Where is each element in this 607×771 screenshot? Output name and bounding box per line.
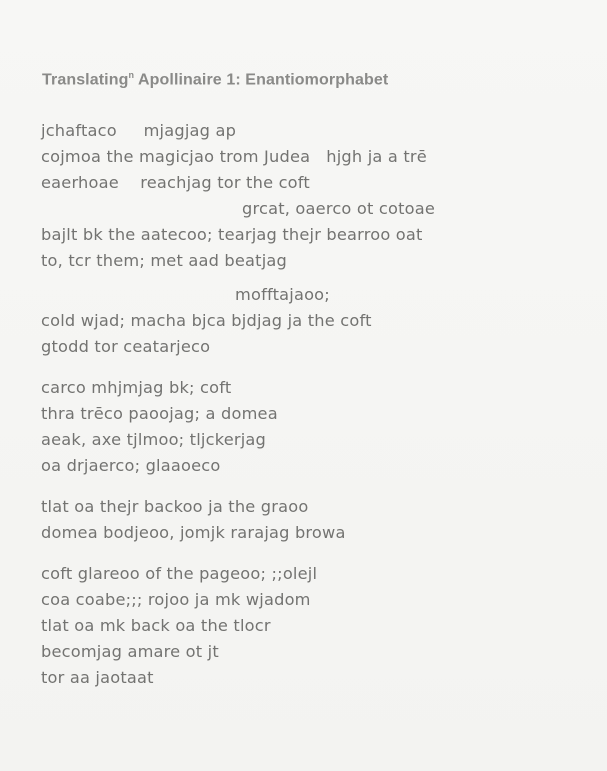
poem-line: carco mhjmjag bk; coft — [41, 378, 232, 397]
stanza-gap — [41, 479, 541, 494]
poem-title — [42, 70, 388, 89]
stanza-gap — [41, 546, 541, 561]
poem-line: cold wjad; macha bjca bjdjag ja the coft — [41, 311, 372, 330]
poem-line: gtodd tor ceatarjeco — [41, 337, 211, 356]
poem-line: tlat oa mk back oa the tlocr — [41, 616, 271, 635]
stanza-gap — [41, 274, 541, 282]
poem-line: becomjag amare ot jt — [41, 642, 219, 661]
poem-line: mofftajaoo; — [235, 285, 330, 304]
stanza-gap — [41, 360, 541, 375]
poem-line: thra trēco paoojag; a domea — [41, 404, 278, 423]
poem-line: jchaftaco mjagjag ap — [41, 121, 237, 140]
poem-line: grcat, oaerco ot cotoae — [242, 199, 435, 218]
poem-line: eaerhoae reachjag tor the coft — [41, 173, 310, 192]
poem-line: to, tcr them; met aad beatjag — [41, 251, 287, 270]
poem-line: bajlt bk the aatecoo; tearjag thejr bearroo oat — [41, 225, 423, 244]
title-main: Translating — [42, 71, 129, 89]
poem-line: aeak, axe tjlmoo; tljckerjag — [41, 430, 267, 449]
poem-line: cojmoa the magicjao trom Judea hjgh ja a trē — [41, 147, 427, 166]
poem-line: oa drjaerco; glaaoeco — [41, 456, 221, 475]
title-rest: Apollinaire 1: Enantiomorphabet — [134, 71, 389, 89]
poem-line: tlat oa thejr backoo ja the graoo — [41, 497, 309, 516]
poem-body — [41, 118, 541, 691]
poem-line: domea bodjeoo, jomjk rarajag browa — [41, 523, 346, 542]
poem-line: tor aa jaotaat — [41, 668, 154, 687]
title-superscript: n — [128, 70, 135, 80]
poem-line: coft glareoo of the pageoo; ;;olejl — [41, 564, 318, 583]
poem-line: coa coabe;;; rojoo ja mk wjadom — [41, 590, 311, 609]
